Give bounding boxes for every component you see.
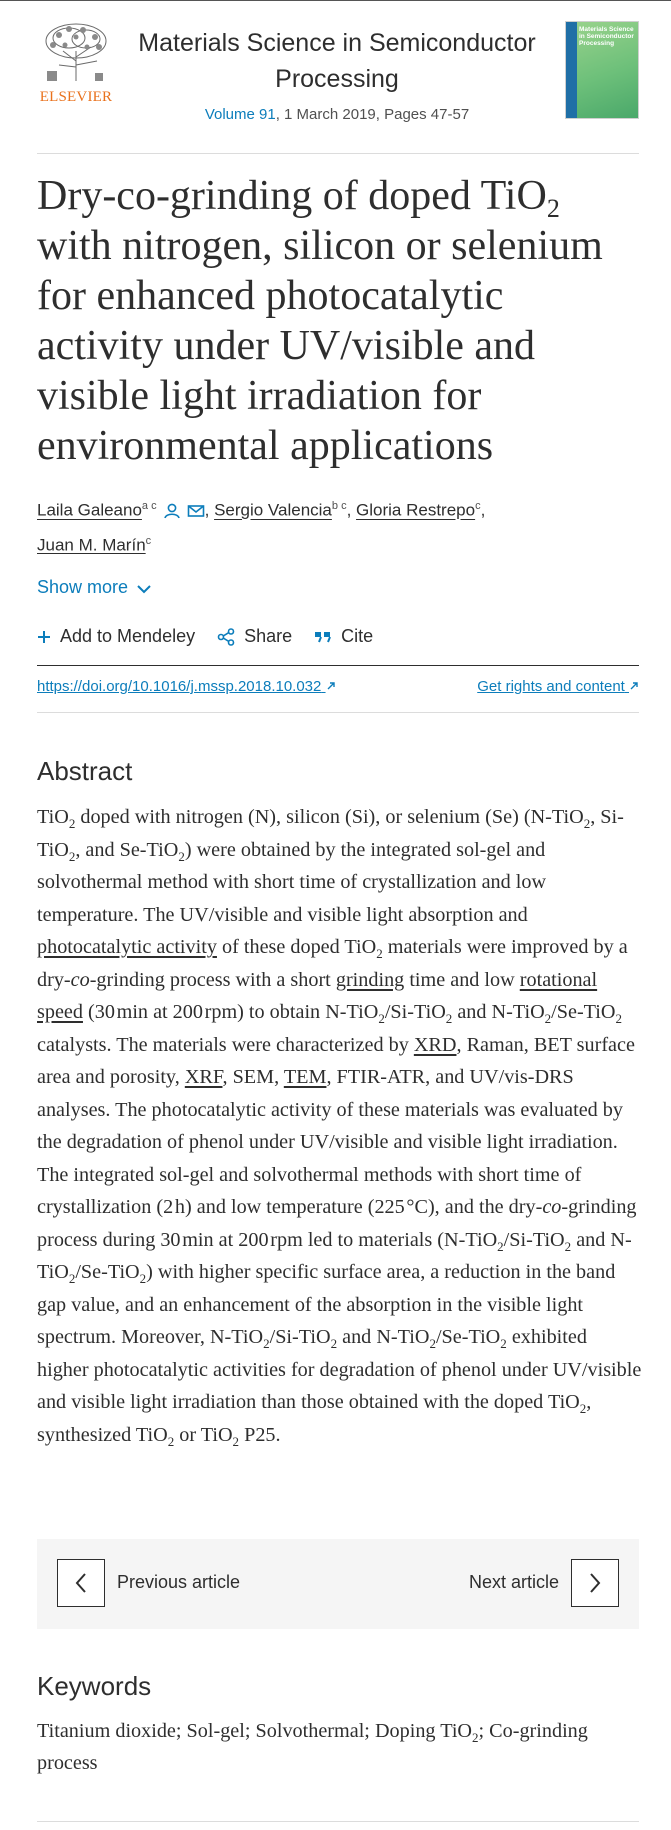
divider — [37, 1821, 639, 1822]
topic-link-photocatalytic-activity[interactable]: photocatalytic activity — [37, 936, 217, 958]
mail-icon[interactable] — [187, 503, 205, 519]
previous-article-button[interactable] — [57, 1559, 105, 1607]
journal-header — [37, 1, 639, 154]
chevron-down-icon — [136, 583, 152, 595]
article-page — [37, 1, 642, 1774]
previous-article-label[interactable]: Previous article — [117, 1572, 241, 1592]
author-link[interactable]: Gloria Restrepo — [356, 500, 476, 520]
author-affiliation: b c — [331, 500, 347, 512]
abstract-text: TiO$_2$ doped with nitrogen (N), silicon (Si), or selenium (Se) (N-TiO$_2$, Si-TiO$_2$, and Se-TiO$_2$) were obtained by the integrated sol-gel and solvothermal method with short time of crystallization and low temperature. The UV/visible and visible light absorption and photocatalytic activity of these doped TiO$_2$ materials were improved by a dry-co-grinding process with a short grinding time and low rotational speed (30 min at 200 rpm) to obtain N-TiO$_2$/Si-TiO$_2$ and N-TiO$_2$/Se-TiO$_2$ catalysts. The materials were characterized by XRD, Raman, BET surface area and porosity, XRF, SEM, TEM, FTIR-ATR, and UV/vis-DRS analyses. The photocatalytic activity of these materials was evaluated by the degradation of phenol under UV/visible and visible light irradiation. The integrated sol-gel and solvothermal methods with short time of crystallization (2 h) and low temperature (225 °C), and the dry-co-grinding process during 30 min at 200 rpm led to materials (N-TiO$_2$/Si-TiO$_2$ and N-TiO$_2$/Se-TiO$_2$) with higher specific surface area, a reduction in the band gap value, and an enhancement of the absorption in the visible light spectrum. Moreover, N-TiO$_2$/Si-TiO$_2$ and N-TiO$_2$/Se-TiO$_2$ exhibited higher photocatalytic activities for degradation of phenol under UV/visible and visible light irradiation than those obtained with the doped TiO$_2$, synthesized TiO$_2$ or TiO$_2$ P25. — [37, 806, 642, 1449]
topic-link-rotational-speed[interactable]: rotational speed — [37, 968, 598, 1023]
topic-link-tem[interactable]: TEM — [283, 1066, 327, 1088]
journal-issue — [117, 106, 557, 123]
doi-link[interactable]: https://doi.org/10.1016/j.mssp.2018.10.032 — [37, 678, 336, 695]
chevron-left-icon — [73, 1572, 89, 1594]
volume-link[interactable]: Volume 91 — [204, 106, 276, 123]
topic-link-xrf[interactable]: XRF — [184, 1066, 223, 1088]
elsevier-logo[interactable] — [37, 21, 115, 109]
doi-row — [37, 665, 639, 713]
journal-cover[interactable] — [565, 21, 639, 119]
keywords-list: Titanium dioxide; Sol-gel; Solvothermal; Doping TiO$_2$; Co-grinding process — [37, 1720, 588, 1774]
article-title: Dry-co-grinding of doped TiO$_2$ with nitrogen, silicon or selenium for enhanced photocatalytic activity under UV/visible and visible light irradiation for environmental applications — [37, 173, 603, 469]
author-link[interactable]: Juan M. Marín — [37, 535, 146, 555]
article-pager — [37, 1539, 639, 1629]
keywords-heading: Keywords — [37, 1671, 152, 1701]
show-more-label: Show more — [37, 577, 129, 597]
journal-title[interactable]: Materials Science in Semiconductor Processing — [138, 29, 536, 93]
author-link[interactable]: Sergio Valencia — [214, 500, 332, 520]
mendeley-label: Add to Mendeley — [60, 626, 196, 646]
author-affiliation: c — [145, 534, 152, 547]
article-actions — [37, 626, 373, 647]
next-article-label[interactable]: Next article — [468, 1572, 559, 1592]
cite-label: Cite — [341, 626, 374, 646]
person-icon[interactable] — [163, 503, 181, 519]
plus-icon — [37, 630, 51, 644]
external-link-icon — [326, 681, 336, 691]
cover-title: Materials Science in Semiconductor Processing — [579, 26, 634, 47]
cover-band — [566, 22, 577, 118]
topic-link-grinding[interactable]: grinding — [335, 968, 405, 991]
add-to-mendeley-button[interactable] — [37, 626, 195, 647]
rights-link[interactable]: Get rights and content — [477, 678, 639, 695]
cite-button[interactable] — [314, 626, 373, 647]
author-affiliation: a c — [141, 500, 157, 512]
abstract-heading: Abstract — [37, 756, 133, 786]
share-label: Share — [244, 626, 293, 646]
issue-info: , 1 March 2019, Pages 47-57 — [275, 106, 470, 123]
share-button[interactable] — [217, 626, 292, 647]
publisher-name: ELSEVIER — [39, 89, 113, 105]
author-link[interactable]: Laila Galeano — [37, 500, 142, 520]
elsevier-tree-icon — [39, 21, 113, 83]
topic-link-xrd[interactable]: XRD — [413, 1033, 457, 1056]
author-affiliation: c — [475, 500, 481, 512]
chevron-right-icon — [587, 1572, 603, 1594]
author-list: Laila Galeano$^{a c}$ , Sergio Valencia$^{b c}$, Gloria Restrepo$^c$, Juan M. Marín$^c$ — [37, 500, 486, 555]
show-more-button[interactable] — [37, 577, 152, 598]
next-article-button[interactable] — [571, 1559, 619, 1607]
quote-icon — [314, 630, 332, 644]
external-link-icon — [629, 681, 639, 691]
share-icon — [217, 628, 235, 646]
